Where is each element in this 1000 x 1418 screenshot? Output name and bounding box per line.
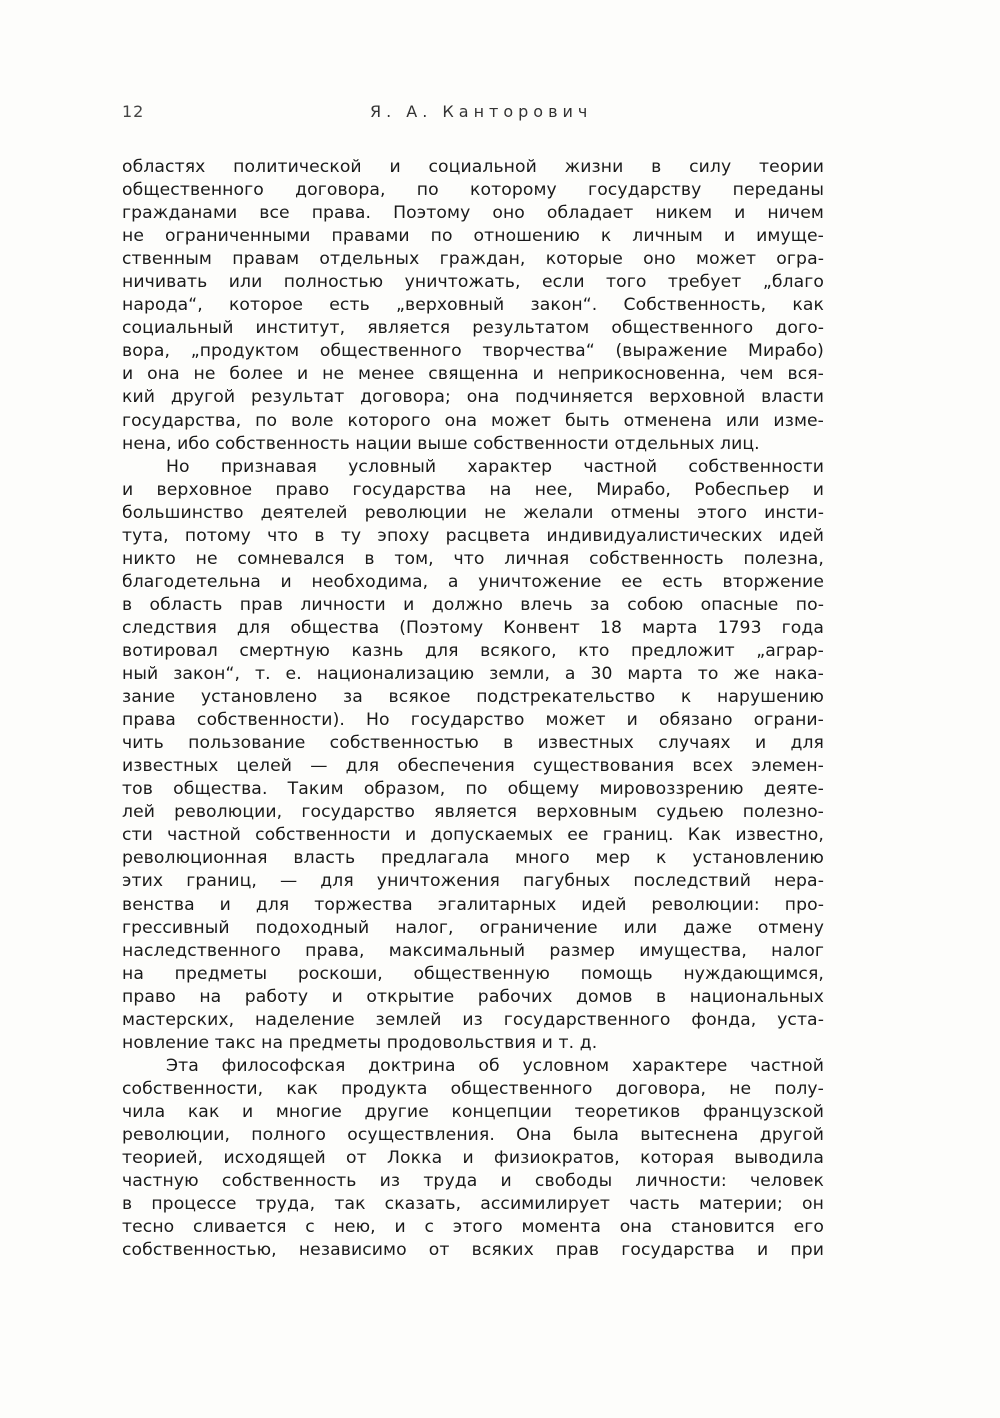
text-line: лей революции, государство является верховным судьею полезно- — [122, 802, 824, 823]
text-line: большинство деятелей революции не желали отмены этого инсти- — [122, 502, 824, 523]
text-line: в процессе труда, так сказать, ассимилирует часть материи; он — [122, 1194, 824, 1215]
text-line: общественного договора, по которому государству переданы — [122, 180, 824, 201]
text-line: не ограниченными правами по отношению к личным и имуще- — [122, 226, 824, 247]
text-line: этих границ, — для уничтожения пагубных последствий нера- — [122, 871, 824, 892]
text-line: сти частной собственности и допускаемых ее границ. Как известно, — [122, 825, 824, 846]
text-line: теорией, исходящей от Локка и физиократов, которая выводила — [122, 1148, 824, 1169]
text-line: собственности, как продукта общественного договора, не полу- — [122, 1078, 824, 1099]
text-line: кий другой результат договора; она подчиняется верховной власти — [122, 387, 824, 408]
text-line: тесно сливается с нею, и с этого момента она становится его — [122, 1217, 824, 1238]
text-line: благодетельна и необходима, а уничтожение ее есть вторжение — [122, 571, 824, 592]
page-header — [122, 102, 824, 126]
text-line: грессивный подоходный налог, ограничение или даже отмену — [122, 917, 824, 938]
text-line: следствия для общества (Поэтому Конвент 18 марта 1793 года — [122, 617, 824, 638]
text-line: на предметы роскоши, общественную помощь нуждающимся, — [122, 963, 824, 984]
text-line: гражданами все права. Поэтому оно обладает никем и ничем — [122, 203, 824, 224]
text-line: вора, „продуктом общественного творчества“ (выражение Мирабо) — [122, 341, 824, 362]
text-line: социальный институт, является результатом общественного дого- — [122, 318, 824, 339]
text-line: наследственного права, максимальный размер имущества, налог — [122, 940, 824, 961]
text-line: чила как и многие другие концепции теоретиков французской — [122, 1101, 824, 1122]
text-line: и верховное право государства на нее, Мирабо, Робеспьер и — [122, 479, 824, 500]
paragraph-start-line: Но признавая условный характер частной собственности — [166, 456, 824, 477]
page-number: 12 — [122, 102, 145, 121]
text-line: тута, потому что в ту эпоху расцвета индивидуалистических идей — [122, 525, 824, 546]
paragraph-start-line: Эта философская доктрина об условном характере частной — [166, 1055, 824, 1076]
text-line: ничивать или полностью уничтожать, если того требует „благо — [122, 272, 824, 293]
text-line: частную собственность из труда и свободы личности: человек — [122, 1171, 824, 1192]
running-head-author: Я. А. Канторович — [370, 102, 593, 121]
text-line: нена, ибо собственность нации выше собственности отдельных лиц. — [122, 433, 760, 454]
text-line: тов общества. Таким образом, по общему мировоззрению деяте- — [122, 779, 824, 800]
text-line: никто не сомневался в том, что личная собственность полезна, — [122, 548, 824, 569]
text-line: венства и для торжества эгалитарных идей революции: про- — [122, 894, 824, 915]
text-line: революционная власть предлагала много мер к установлению — [122, 848, 824, 869]
text-line: права собственности). Но государство может и обязано ограни- — [122, 710, 824, 731]
text-line: мастерских, наделение землей из государственного фонда, уста- — [122, 1009, 824, 1030]
text-line: ственным правам отдельных граждан, которые оно может огра- — [122, 249, 824, 270]
text-line: право на работу и открытие рабочих домов в национальных — [122, 986, 824, 1007]
text-line: известных целей — для обеспечения существования всех элемен- — [122, 756, 824, 777]
text-line: чить пользование собственностью в известных случаях и для — [122, 733, 824, 754]
body-text — [122, 156, 824, 1262]
text-line: и она не более и не менее священна и неприкосновенна, чем вся- — [122, 364, 824, 385]
text-line: собственностью, независимо от всяких прав государства и при — [122, 1240, 824, 1261]
text-line: областях политической и социальной жизни в силу теории — [122, 157, 824, 177]
text-line: революции, полного осуществления. Она была вытеснена другой — [122, 1124, 824, 1145]
text-line: в область прав личности и должно влечь за собою опасные по- — [122, 594, 824, 615]
text-line: ный закон“, т. е. национализацию земли, а 30 марта то же нака- — [122, 664, 824, 685]
text-line: народа“, которое есть „верховный закон“. Собственность, как — [122, 295, 824, 316]
text-line: новление такс на предметы продовольствия и т. д. — [122, 1032, 598, 1053]
text-line: государства, по воле которого она может быть отменена или изме- — [122, 410, 824, 431]
text-line: вотировал смертную казнь для всякого, кто предложит „аграр- — [122, 640, 824, 661]
text-line: зание установлено за всякое подстрекательство к нарушению — [122, 687, 824, 708]
